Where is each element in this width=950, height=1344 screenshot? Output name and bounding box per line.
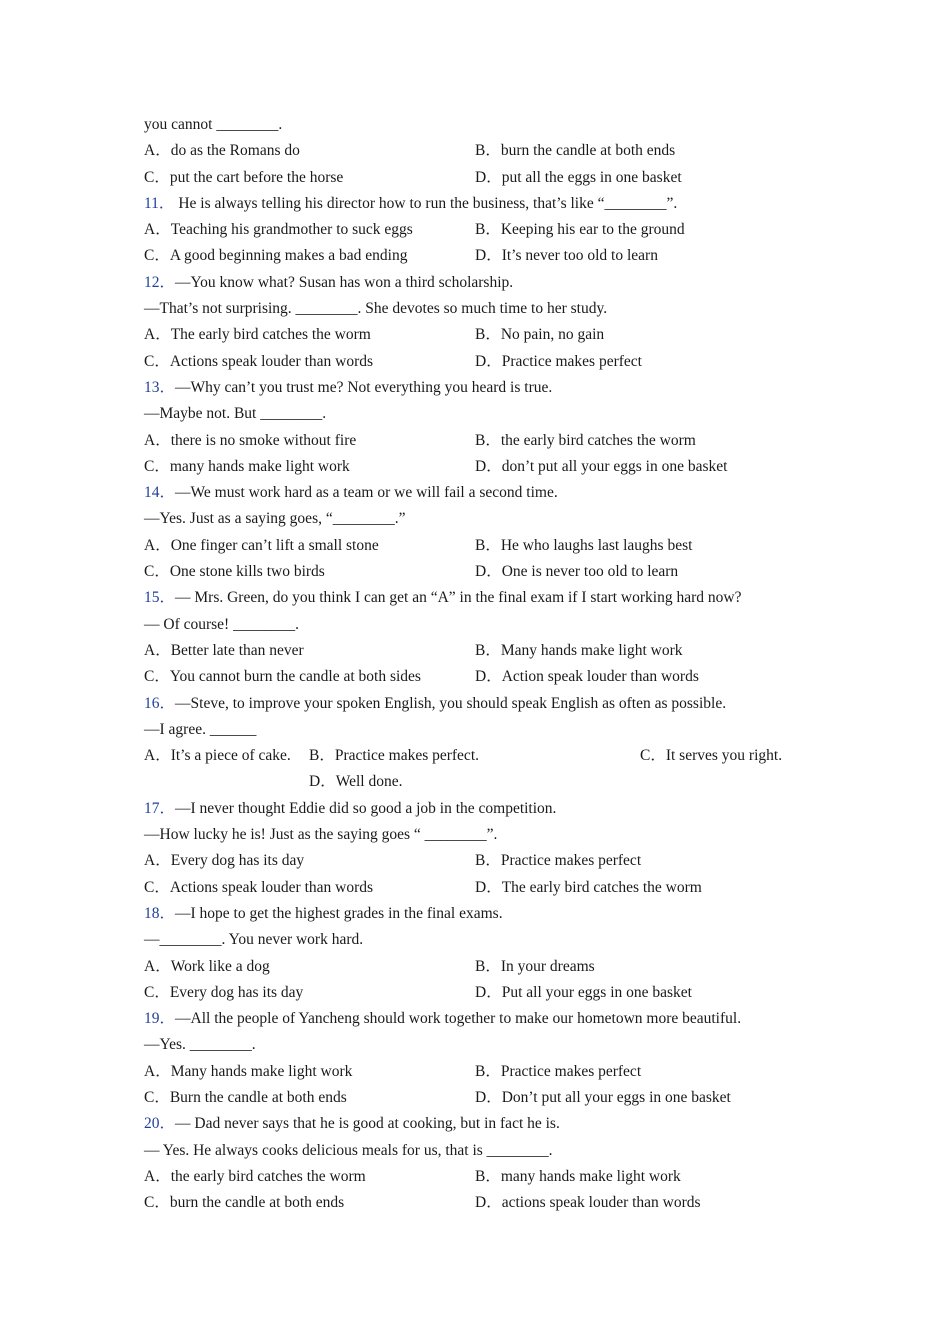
- document-page: [144, 112, 824, 1216]
- question-number: 13．: [144, 378, 176, 396]
- option-d: D．Practice makes perfect: [475, 352, 642, 370]
- option-row: [144, 769, 824, 795]
- question-number: 11．: [144, 194, 175, 212]
- option-c: C．burn the candle at both ends: [144, 1194, 345, 1212]
- option-row: [144, 322, 824, 348]
- question-number: 18．: [144, 904, 176, 922]
- option-c: C．many hands make light work: [144, 457, 350, 475]
- option-b: B．Practice makes perfect: [475, 1062, 642, 1080]
- question-11-stem: 11． He is always telling his director how to run the business, that’s like “________”.: [144, 194, 678, 212]
- option-b: B．many hands make light work: [475, 1167, 681, 1185]
- option-c: C．Actions speak louder than words: [144, 352, 374, 370]
- option-row: [144, 138, 824, 164]
- option-a: A．One finger can’t lift a small stone: [144, 536, 379, 554]
- option-d: D．Well done.: [309, 773, 403, 791]
- option-b: B．He who laughs last laughs best: [475, 536, 693, 554]
- option-row: [144, 743, 824, 769]
- question-18-stem: 18．—I hope to get the highest grades in the final exams.: [144, 904, 503, 922]
- option-b: B．Keeping his ear to the ground: [475, 221, 685, 239]
- question-number: 16．: [144, 694, 176, 712]
- option-row: [144, 217, 824, 243]
- question-19-reply: —Yes. ________.: [144, 1036, 256, 1054]
- option-b: B．Practice makes perfect: [475, 852, 642, 870]
- question-number: 20．: [144, 1115, 176, 1133]
- question-number: 17．: [144, 799, 176, 817]
- option-c: C．Burn the candle at both ends: [144, 1088, 347, 1106]
- question-number: 19．: [144, 1010, 176, 1028]
- option-row: [144, 559, 824, 585]
- option-d: D．actions speak louder than words: [475, 1194, 701, 1212]
- question-13-stem: 13．—Why can’t you trust me? Not everything you heard is true.: [144, 378, 553, 396]
- option-a: A．there is no smoke without fire: [144, 431, 357, 449]
- option-b: B．burn the candle at both ends: [475, 142, 676, 160]
- question-18-reply: —________. You never work hard.: [144, 931, 364, 949]
- option-a: A．Every dog has its day: [144, 852, 305, 870]
- option-d: D．Put all your eggs in one basket: [475, 983, 692, 1001]
- option-row: [144, 664, 824, 690]
- option-b: B．Many hands make light work: [475, 641, 683, 659]
- option-row: [144, 954, 824, 980]
- question-20-reply: — Yes. He always cooks delicious meals for us, that is ________.: [144, 1141, 553, 1159]
- option-d: D．The early bird catches the worm: [475, 878, 702, 896]
- option-row: [144, 1190, 824, 1216]
- option-row: [144, 454, 824, 480]
- option-c: C．Every dog has its day: [144, 983, 304, 1001]
- question-20-stem: 20．— Dad never says that he is good at cooking, but in fact he is.: [144, 1115, 560, 1133]
- option-b: B．the early bird catches the worm: [475, 431, 696, 449]
- question-16-stem: 16．—Steve, to improve your spoken English, you should speak English as often as possible.: [144, 694, 727, 712]
- question-16-reply: —I agree. ______: [144, 720, 257, 738]
- question-number: 12．: [144, 273, 176, 291]
- option-c: C．One stone kills two birds: [144, 563, 325, 581]
- option-a: A．Teaching his grandmother to suck eggs: [144, 221, 413, 239]
- option-d: D．Don’t put all your eggs in one basket: [475, 1088, 731, 1106]
- option-c: C．It serves you right.: [640, 747, 783, 765]
- option-row: [144, 243, 824, 269]
- option-c: C．Actions speak louder than words: [144, 878, 374, 896]
- option-c: C．You cannot burn the candle at both sides: [144, 668, 421, 686]
- option-row: [144, 1059, 824, 1085]
- question-12-reply: —That’s not surprising. ________. She devotes so much time to her study.: [144, 300, 608, 318]
- option-b: B．In your dreams: [475, 957, 595, 975]
- option-row: [144, 165, 824, 191]
- option-row: [144, 848, 824, 874]
- option-a: A．Work like a dog: [144, 957, 270, 975]
- question-14-stem: 14．—We must work hard as a team or we will fail a second time.: [144, 484, 558, 502]
- option-d: D．One is never too old to learn: [475, 563, 679, 581]
- question-19-stem: 19．—All the people of Yancheng should work together to make our hometown more beautiful.: [144, 1010, 742, 1028]
- question-number: 15．: [144, 589, 176, 607]
- question-14-reply: —Yes. Just as a saying goes, “________.”: [144, 510, 406, 528]
- question-17-reply: —How lucky he is! Just as the saying goes “ ________”.: [144, 826, 498, 844]
- option-d: D．don’t put all your eggs in one basket: [475, 457, 728, 475]
- option-a: A．Many hands make light work: [144, 1062, 353, 1080]
- option-a: A．the early bird catches the worm: [144, 1167, 366, 1185]
- question-stem-line: you cannot ________.: [144, 116, 283, 133]
- option-row: [144, 980, 824, 1006]
- question-number: 14．: [144, 484, 176, 502]
- option-c: C．put the cart before the horse: [144, 168, 344, 186]
- question-15-reply: — Of course! ________.: [144, 615, 299, 633]
- option-b: B．Practice makes perfect.: [309, 747, 479, 765]
- question-12-stem: 12．—You know what? Susan has won a third scholarship.: [144, 273, 514, 291]
- question-17-stem: 17．—I never thought Eddie did so good a job in the competition.: [144, 799, 557, 817]
- question-15-stem: 15．— Mrs. Green, do you think I can get an “A” in the final exam if I start working hard now?: [144, 589, 742, 607]
- option-b: B．No pain, no gain: [475, 326, 605, 344]
- option-row: [144, 349, 824, 375]
- option-row: [144, 1085, 824, 1111]
- option-row: [144, 638, 824, 664]
- option-a: A．The early bird catches the worm: [144, 326, 371, 344]
- option-d: D．Action speak louder than words: [475, 668, 699, 686]
- option-c: C．A good beginning makes a bad ending: [144, 247, 408, 265]
- option-row: [144, 1164, 824, 1190]
- option-a: A．do as the Romans do: [144, 142, 300, 160]
- option-d: D．It’s never too old to learn: [475, 247, 658, 265]
- option-row: [144, 533, 824, 559]
- option-row: [144, 875, 824, 901]
- question-13-reply: —Maybe not. But ________.: [144, 405, 327, 423]
- option-d: D．put all the eggs in one basket: [475, 168, 682, 186]
- option-a: A．It’s a piece of cake.: [144, 747, 291, 765]
- option-row: [144, 428, 824, 454]
- option-a: A．Better late than never: [144, 641, 304, 659]
